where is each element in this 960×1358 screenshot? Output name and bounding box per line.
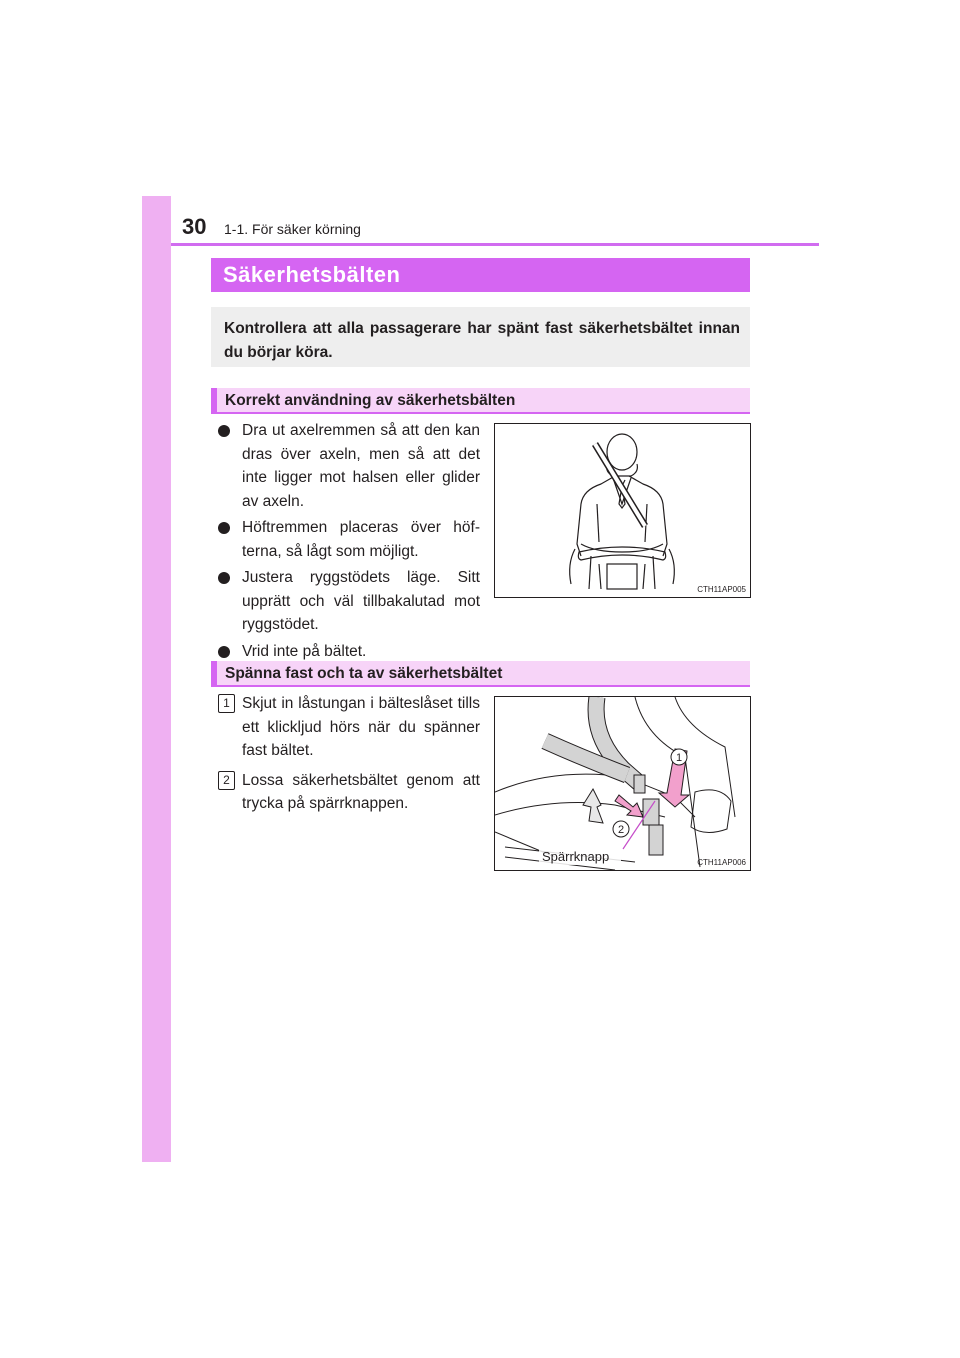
list-item: Justera ryggstödets läge. Sitt upprätt och väl tillbakalutad mot ryggstödet.: [218, 566, 480, 637]
seated-person-figure: [494, 423, 751, 598]
list-item: Dra ut axelremmen så att den kan dras över axeln, men så att det inte ligger mot halsen eller glider av axeln.: [218, 419, 480, 513]
figure-code: CTH11AP006: [697, 858, 746, 867]
buckle-illustration: [495, 697, 750, 870]
list-item: 1 Skjut in låstungan i bälteslåset tills ett klickljud hörs när du spänner fast bältet.: [218, 692, 480, 763]
intro-text: Kontrollera att alla passagerare har spänt fast säkerhetsbältet innan du börjar köra.: [224, 320, 740, 361]
step-number: 2: [218, 771, 235, 790]
bullet-icon: [218, 646, 230, 658]
buckle-figure: [494, 696, 751, 871]
fasten-heading-bar: [211, 661, 750, 687]
fasten-heading: Spänna fast och ta av säkerhetsbältet: [225, 665, 503, 682]
page-title: Säkerhetsbälten: [223, 262, 401, 287]
correct-use-heading: Korrekt användning av säkerhetsbälten: [225, 392, 516, 409]
figure-code: CTH11AP005: [697, 585, 746, 594]
seated-person-illustration: [495, 424, 750, 597]
fasten-steps: [218, 692, 480, 819]
list-item: Höftremmen placeras över höf-terna, så lågt som möjligt.: [218, 516, 480, 563]
release-button-label: Spärrknapp: [542, 849, 610, 864]
section-breadcrumb: 1-1. För säker körning: [224, 221, 361, 237]
callout-2: 2: [617, 824, 625, 836]
step-number: 1: [218, 694, 235, 713]
list-item: 2 Lossa säkerhetsbältet genom att trycka på spärrknappen.: [218, 769, 480, 816]
intro-box: [211, 307, 750, 367]
bullet-icon: [218, 572, 230, 584]
callout-1: 1: [675, 752, 683, 764]
list-item: Vrid inte på bältet.: [218, 640, 480, 664]
header-divider: [171, 243, 819, 246]
bullet-icon: [218, 522, 230, 534]
correct-use-list: [218, 419, 480, 666]
page-number: 30: [182, 214, 207, 239]
page-title-bar: [211, 258, 750, 292]
correct-use-heading-bar: [211, 388, 750, 414]
bullet-icon: [218, 425, 230, 437]
side-tab: [142, 196, 171, 1162]
